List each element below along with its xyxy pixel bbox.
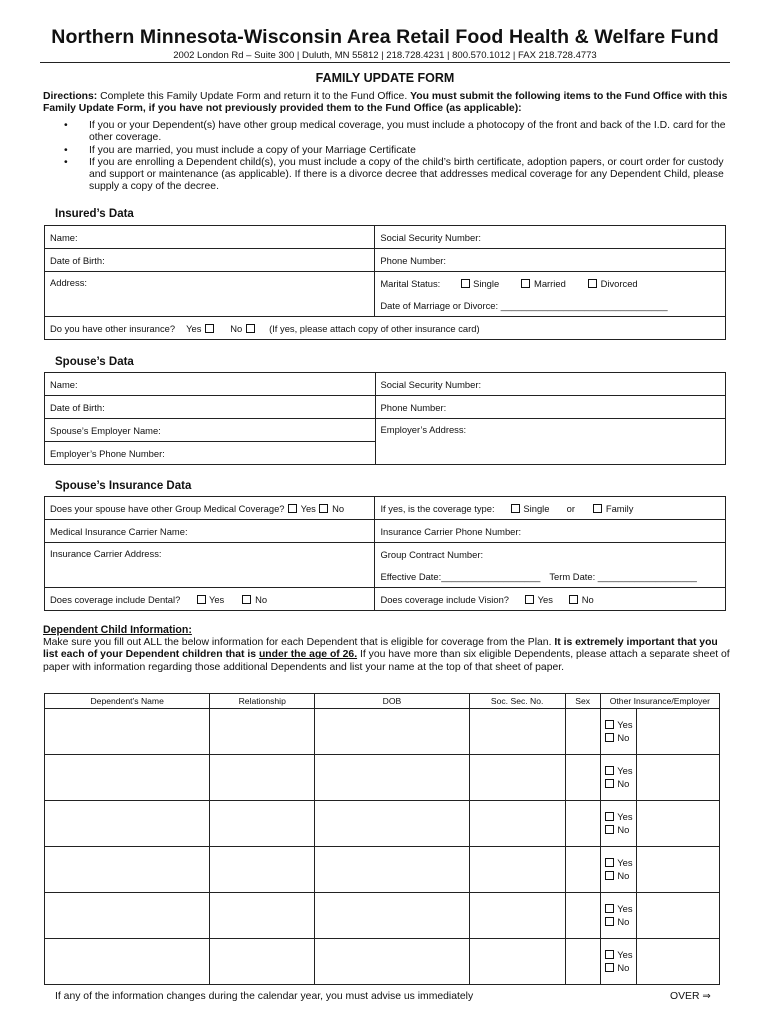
coverage-or-label: or	[566, 502, 576, 514]
dependent-name-cell[interactable]	[45, 709, 210, 755]
vision-yes-checkbox[interactable]	[525, 595, 534, 604]
other-insurance-yes-no	[600, 801, 636, 847]
yes-checkbox[interactable]	[605, 766, 614, 775]
married-checkbox[interactable]	[521, 279, 530, 288]
other-employer-cell[interactable]	[637, 939, 720, 985]
dental-yes-label: Yes	[208, 593, 225, 605]
insured-dob-field[interactable]: Date of Birth:	[45, 249, 375, 272]
yes-option	[604, 719, 636, 732]
directions-bold-text: You must submit the following items to the Fund Office with this Family Update Form, if you have not previously provided them to the Fund Office (as applicable):	[43, 91, 728, 115]
vision-yes-label: Yes	[537, 593, 553, 605]
directions-bullets	[62, 120, 730, 194]
no-label: No	[617, 869, 630, 881]
dental-no-label: No	[255, 593, 268, 605]
no-checkbox[interactable]	[605, 825, 614, 834]
spouse-employer-phone-field[interactable]: Employer’s Phone Number:	[45, 442, 376, 465]
arrow-right-icon: ⇒	[702, 991, 711, 1002]
coverage-family-label: Family	[605, 502, 634, 514]
yes-option	[604, 811, 636, 824]
dependent-table	[44, 693, 720, 985]
col-other-insurance: Other Insurance/Employer	[600, 694, 719, 709]
relationship-cell[interactable]	[210, 893, 315, 939]
yes-option	[604, 765, 636, 778]
dependent-row	[45, 847, 720, 893]
no-checkbox[interactable]	[605, 733, 614, 742]
col-ssn: Soc. Sec. No.	[469, 694, 565, 709]
sex-cell[interactable]	[565, 893, 600, 939]
coverage-type-question: If yes, is the coverage type:	[380, 502, 495, 514]
dependent-age-limit: under the age of 26.	[258, 649, 358, 661]
dependent-name-cell[interactable]	[45, 893, 210, 939]
header-divider	[40, 62, 730, 63]
bullet-item: • If you are enrolling a Dependent child(s), you must include a copy of the child’s birth certificate, adoption papers, or court order for custody and support or maintenance (as applicable). If there is a divorce decree that addresses medical coverage for any Dependent Child, please supply a copy of the decree.	[62, 157, 730, 194]
ssn-cell[interactable]	[469, 893, 565, 939]
spouse-ssn-field[interactable]: Social Security Number:	[375, 373, 725, 396]
relationship-cell[interactable]	[210, 755, 315, 801]
other-insurance-yes-label: Yes	[186, 322, 202, 334]
no-label: No	[617, 777, 630, 789]
no-checkbox[interactable]	[605, 917, 614, 926]
bullet-item: • If you are married, you must include a copy of your Marriage Certificate	[62, 145, 730, 157]
single-label: Single	[473, 277, 500, 289]
other-insurance-row	[45, 317, 726, 340]
ssn-cell[interactable]	[469, 847, 565, 893]
yes-checkbox[interactable]	[605, 950, 614, 959]
spouse-section-title: Spouse’s Data	[55, 356, 134, 368]
vision-no-label: No	[581, 593, 594, 605]
dental-row	[45, 588, 375, 611]
insured-name-field[interactable]: Name:	[45, 226, 375, 249]
relationship-cell[interactable]	[210, 709, 315, 755]
ssn-cell[interactable]	[469, 755, 565, 801]
coverage-single-label: Single	[523, 502, 550, 514]
other-insurance-question: Do you have other insurance?	[50, 322, 176, 334]
other-coverage-row	[45, 497, 375, 520]
yes-label: Yes	[617, 903, 633, 914]
other-coverage-question: Does your spouse have other Group Medical Coverage?	[50, 502, 285, 514]
footer-note: If any of the information changes during the calendar year, you must advise us immediately	[55, 991, 474, 1002]
dob-cell[interactable]	[315, 709, 470, 755]
ssn-cell[interactable]	[469, 939, 565, 985]
other-employer-cell[interactable]	[637, 801, 720, 847]
spouse-insurance-table	[44, 496, 726, 611]
col-relationship: Relationship	[210, 694, 315, 709]
other-coverage-no-checkbox[interactable]	[319, 504, 328, 513]
other-employer-cell[interactable]	[637, 847, 720, 893]
dependent-instructions	[43, 637, 731, 674]
yes-label: Yes	[617, 811, 633, 822]
dependent-name-cell[interactable]	[45, 801, 210, 847]
other-employer-cell[interactable]	[637, 709, 720, 755]
yes-checkbox[interactable]	[605, 904, 614, 913]
relationship-cell[interactable]	[210, 847, 315, 893]
yes-label: Yes	[617, 857, 633, 868]
group-contract-field[interactable]: Group Contract Number:	[375, 543, 726, 566]
dependent-rows	[45, 709, 720, 985]
dependent-intro-bold: It is extremely important that you list each of your Dependent children that is	[43, 637, 718, 661]
directions-text: Complete this Family Update Form and return it to the Fund Office.	[97, 91, 411, 102]
dental-yes-checkbox[interactable]	[197, 595, 206, 604]
divorced-label: Divorced	[600, 277, 638, 289]
single-checkbox[interactable]	[461, 279, 470, 288]
fund-title: Northern Minnesota-Wisconsin Area Retail Food Health & Welfare Fund	[51, 26, 719, 48]
dependent-row	[45, 939, 720, 985]
dependent-name-cell[interactable]	[45, 939, 210, 985]
vision-question: Does coverage include Vision?	[380, 593, 509, 605]
dependent-row	[45, 709, 720, 755]
no-option	[604, 962, 636, 975]
effective-date-field[interactable]: Effective Date:___________________	[380, 570, 541, 582]
yes-checkbox[interactable]	[605, 720, 614, 729]
other-insurance-yes-no	[600, 847, 636, 893]
insured-phone-field[interactable]: Phone Number:	[375, 249, 726, 272]
sex-cell[interactable]	[565, 801, 600, 847]
yes-label: Yes	[617, 765, 633, 776]
carrier-address-field[interactable]: Insurance Carrier Address:	[45, 543, 375, 588]
dob-cell[interactable]	[315, 847, 470, 893]
relationship-cell[interactable]	[210, 801, 315, 847]
marital-status-row	[375, 272, 726, 295]
over-label: OVER	[670, 991, 700, 1002]
term-date-field[interactable]: Term Date: ___________________	[549, 570, 697, 582]
col-dob: DOB	[315, 694, 470, 709]
sex-cell[interactable]	[565, 847, 600, 893]
other-insurance-yes-no	[600, 939, 636, 985]
dependent-intro-1: Make sure you fill out ALL the below information for each Dependent that is eligible for coverage from the Plan.	[43, 637, 555, 648]
dependent-heading: Dependent Child Information:	[43, 624, 192, 636]
other-coverage-no-label: No	[332, 502, 345, 514]
yes-label: Yes	[617, 949, 633, 960]
spouse-insurance-section-title: Spouse’s Insurance Data	[55, 480, 192, 492]
dental-question: Does coverage include Dental?	[50, 593, 181, 605]
vision-row	[375, 588, 726, 611]
other-insurance-yes-no	[600, 755, 636, 801]
yes-checkbox[interactable]	[605, 858, 614, 867]
other-coverage-yes-label: Yes	[300, 502, 316, 514]
directions	[43, 91, 733, 116]
marital-status-label: Marital Status:	[380, 277, 441, 289]
no-checkbox[interactable]	[605, 963, 614, 972]
no-option	[604, 870, 636, 883]
dob-cell[interactable]	[315, 801, 470, 847]
insured-address-field[interactable]: Address:	[45, 272, 375, 317]
other-insurance-note: (If yes, please attach copy of other insurance card)	[269, 322, 480, 334]
carrier-name-field[interactable]: Medical Insurance Carrier Name:	[45, 520, 375, 543]
yes-option	[604, 949, 636, 962]
no-checkbox[interactable]	[605, 871, 614, 880]
footer-over	[670, 991, 711, 1002]
form-title: FAMILY UPDATE FORM	[315, 71, 455, 85]
spouse-name-field[interactable]: Name:	[45, 373, 376, 396]
yes-option	[604, 903, 636, 916]
coverage-type-row	[375, 497, 726, 520]
coverage-single-checkbox[interactable]	[511, 504, 520, 513]
no-checkbox[interactable]	[605, 779, 614, 788]
insured-section-title: Insured’s Data	[55, 208, 134, 220]
directions-label: Directions:	[43, 91, 98, 102]
married-label: Married	[534, 277, 566, 289]
coverage-family-checkbox[interactable]	[593, 504, 602, 513]
yes-checkbox[interactable]	[605, 812, 614, 821]
no-option	[604, 732, 636, 745]
no-option	[604, 916, 636, 929]
dob-cell[interactable]	[315, 939, 470, 985]
dob-cell[interactable]	[315, 755, 470, 801]
no-label: No	[617, 823, 630, 835]
dependent-row	[45, 755, 720, 801]
no-option	[604, 778, 636, 791]
col-sex: Sex	[565, 694, 600, 709]
divorced-checkbox[interactable]	[588, 279, 597, 288]
ssn-cell[interactable]	[469, 801, 565, 847]
dependent-row	[45, 893, 720, 939]
carrier-phone-field[interactable]: Insurance Carrier Phone Number:	[375, 520, 726, 543]
no-option	[604, 824, 636, 837]
other-insurance-no-checkbox[interactable]	[246, 324, 255, 333]
sex-cell[interactable]	[565, 709, 600, 755]
marriage-date-field[interactable]: Date of Marriage or Divorce: ________________________________	[375, 294, 726, 317]
other-coverage-yes-checkbox[interactable]	[288, 504, 297, 513]
spouse-phone-field[interactable]: Phone Number:	[375, 396, 725, 419]
no-label: No	[617, 731, 630, 743]
sex-cell[interactable]	[565, 755, 600, 801]
bullet-item: • If you or your Dependent(s) have other group medical coverage, you must include a photocopy of the front and back of the I.D. card for the other coverage.	[62, 120, 730, 145]
no-label: No	[617, 961, 630, 973]
spouse-employer-field[interactable]: Spouse’s Employer Name:	[45, 419, 376, 442]
dob-cell[interactable]	[315, 893, 470, 939]
relationship-cell[interactable]	[210, 939, 315, 985]
other-employer-cell[interactable]	[637, 893, 720, 939]
other-insurance-yes-checkbox[interactable]	[205, 324, 214, 333]
spouse-table	[44, 372, 726, 465]
ssn-cell[interactable]	[469, 709, 565, 755]
dependent-intro-2: If you have more than six eligible Dependents, please attach a separate sheet of paper with information regarding those additional Dependents and list your name at the top of that sheet of paper.	[43, 649, 730, 673]
spouse-employer-address-field[interactable]: Employer’s Address:	[375, 419, 725, 465]
dependent-name-cell[interactable]	[45, 847, 210, 893]
coverage-dates-row	[375, 565, 726, 588]
yes-option	[604, 857, 636, 870]
insured-table	[44, 225, 726, 340]
other-insurance-yes-no	[600, 709, 636, 755]
yes-label: Yes	[617, 719, 633, 730]
vision-no-checkbox[interactable]	[569, 595, 578, 604]
insured-ssn-field[interactable]: Social Security Number:	[375, 226, 726, 249]
no-label: No	[617, 915, 630, 927]
spouse-dob-field[interactable]: Date of Birth:	[45, 396, 376, 419]
sex-cell[interactable]	[565, 939, 600, 985]
fund-address: 2002 London Rd – Suite 300 | Duluth, MN 55812 | 218.728.4231 | 800.570.1012 | FAX 218.728.4773	[173, 50, 597, 61]
other-insurance-yes-no	[600, 893, 636, 939]
other-insurance-no-label: No	[230, 322, 243, 334]
dental-no-checkbox[interactable]	[242, 595, 251, 604]
dependent-name-cell[interactable]	[45, 755, 210, 801]
dependent-row	[45, 801, 720, 847]
other-employer-cell[interactable]	[637, 755, 720, 801]
col-dependent-name: Dependent’s Name	[45, 694, 210, 709]
